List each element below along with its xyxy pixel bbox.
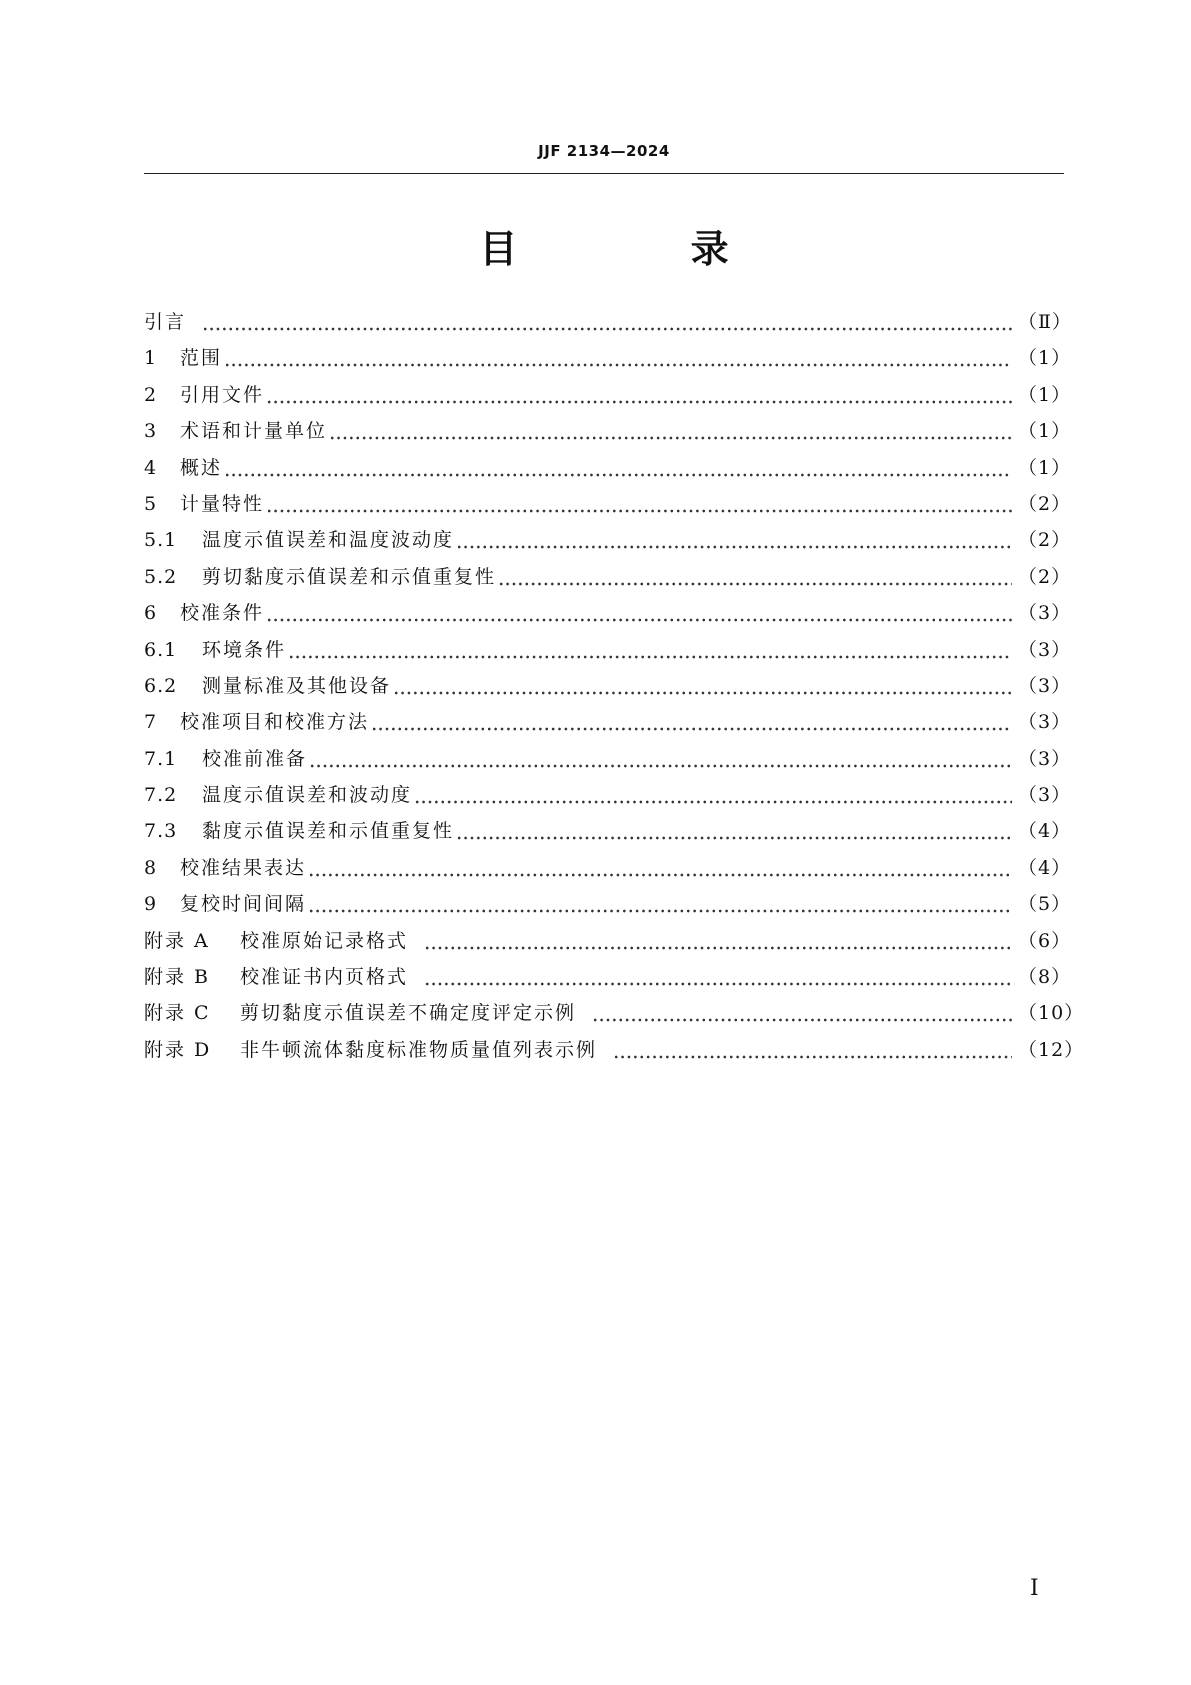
toc-leader-dots bbox=[414, 777, 1012, 813]
toc-entry-number: 5.1 bbox=[144, 529, 178, 552]
toc-entry-appendix-d[interactable] bbox=[144, 1032, 1085, 1068]
toc-entry-number: 9 bbox=[144, 893, 158, 916]
toc-entry-6-2[interactable] bbox=[144, 668, 1072, 704]
toc-leader-dots bbox=[308, 850, 1012, 886]
toc-entry-page: （3） bbox=[1018, 674, 1072, 697]
page-title: 目 录 bbox=[479, 227, 809, 271]
toc-entry-foreword[interactable] bbox=[144, 304, 1072, 340]
toc-entry-number: 7 bbox=[144, 711, 158, 734]
toc-entry-page: （Ⅱ） bbox=[1018, 311, 1072, 333]
toc-entry-page: （12） bbox=[1018, 1038, 1085, 1061]
toc-entry-appendix-c[interactable] bbox=[144, 995, 1085, 1031]
toc-entry-label: 测量标准及其他设备 bbox=[202, 674, 392, 697]
toc-entry-page: （4） bbox=[1018, 856, 1072, 879]
toc-leader-dots bbox=[224, 340, 1012, 376]
toc-leader-dots bbox=[456, 522, 1012, 558]
toc-entry-page: （1） bbox=[1018, 347, 1072, 370]
toc-entry-page: （2） bbox=[1018, 565, 1072, 588]
toc-leader-dots bbox=[202, 304, 1012, 340]
toc-entry-7[interactable] bbox=[144, 704, 1072, 740]
toc-entry-page: （4） bbox=[1018, 820, 1072, 843]
toc-entry-page: （5） bbox=[1018, 893, 1072, 916]
toc-entry-page: （10） bbox=[1018, 1002, 1085, 1025]
page-number: Ⅰ bbox=[1030, 1576, 1039, 1601]
toc-leader-dots bbox=[613, 1032, 1012, 1068]
toc-entry-appendix-b[interactable] bbox=[144, 959, 1072, 995]
toc-entry-label: 环境条件 bbox=[202, 638, 287, 661]
toc-entry-number: 6 bbox=[144, 602, 158, 625]
toc-leader-dots bbox=[424, 923, 1012, 959]
toc-entry-label: 非牛顿流体黏度标准物质量值列表示例 bbox=[240, 1038, 598, 1061]
toc-entry-label: 黏度示值误差和示值重复性 bbox=[202, 820, 455, 843]
header-rule bbox=[144, 173, 1064, 174]
toc-entry-page: （8） bbox=[1018, 966, 1072, 989]
toc-entry-page: （1） bbox=[1018, 456, 1072, 479]
toc-entry-label: 概述 bbox=[180, 456, 223, 479]
toc-entry-number: 1 bbox=[144, 347, 158, 370]
toc-entry-label: 剪切黏度示值误差不确定度评定示例 bbox=[240, 1002, 577, 1025]
toc-entry-label: 术语和计量单位 bbox=[180, 420, 328, 443]
toc-entry-number: 附录 B bbox=[144, 966, 211, 989]
toc-entry-number: 7.3 bbox=[144, 820, 178, 843]
toc-entry-number: 2 bbox=[144, 383, 158, 406]
toc-entry-9[interactable] bbox=[144, 886, 1072, 922]
toc-entry-label: 校准项目和校准方法 bbox=[180, 711, 370, 734]
toc-entry-number: 5 bbox=[144, 492, 158, 515]
toc-leader-dots bbox=[371, 704, 1012, 740]
toc-entry-1[interactable] bbox=[144, 340, 1072, 376]
toc-entry-page: （3） bbox=[1018, 747, 1072, 770]
toc-entry-number: 4 bbox=[144, 456, 158, 479]
toc-leader-dots bbox=[498, 559, 1012, 595]
toc-entry-number: 附录 D bbox=[144, 1038, 212, 1061]
toc-entry-8[interactable] bbox=[144, 850, 1072, 886]
toc-entry-label: 校准原始记录格式 bbox=[240, 929, 409, 952]
toc-leader-dots bbox=[592, 995, 1012, 1031]
toc-entry-page: （3） bbox=[1018, 602, 1072, 625]
toc-entry-page: （1） bbox=[1018, 420, 1072, 443]
toc-entry-label: 引言 bbox=[144, 311, 187, 333]
toc-entry-page: （3） bbox=[1018, 711, 1072, 734]
toc-entry-number: 附录 C bbox=[144, 1002, 211, 1025]
toc-entry-number: 附录 A bbox=[144, 929, 210, 952]
toc-entry-appendix-a[interactable] bbox=[144, 923, 1072, 959]
toc-entry-4[interactable] bbox=[144, 450, 1072, 486]
toc-leader-dots bbox=[456, 813, 1012, 849]
standard-code-header: JJF 2134—2024 bbox=[538, 142, 670, 160]
toc-leader-dots bbox=[393, 668, 1012, 704]
toc-entry-5-2[interactable] bbox=[144, 559, 1072, 595]
toc-leader-dots bbox=[309, 741, 1012, 777]
toc-leader-dots bbox=[424, 959, 1012, 995]
toc-entry-number: 6.1 bbox=[144, 638, 178, 661]
toc-leader-dots bbox=[266, 377, 1012, 413]
toc-entry-5[interactable] bbox=[144, 486, 1072, 522]
toc-entry-label: 引用文件 bbox=[180, 383, 265, 406]
toc-entry-label: 校准条件 bbox=[180, 602, 265, 625]
toc-entry-number: 7.1 bbox=[144, 747, 178, 770]
toc-entry-3[interactable] bbox=[144, 413, 1072, 449]
toc-entry-number: 5.2 bbox=[144, 565, 178, 588]
toc-entry-6-1[interactable] bbox=[144, 632, 1072, 668]
toc-leader-dots bbox=[308, 886, 1012, 922]
toc-entry-page: （1） bbox=[1018, 383, 1072, 406]
toc-entry-number: 6.2 bbox=[144, 674, 178, 697]
toc-entry-5-1[interactable] bbox=[144, 522, 1072, 558]
toc-entry-label: 范围 bbox=[180, 347, 223, 370]
toc-leader-dots bbox=[329, 413, 1012, 449]
toc-entry-label: 校准前准备 bbox=[202, 747, 308, 770]
toc-entry-number: 3 bbox=[144, 420, 158, 443]
toc-entry-number: 8 bbox=[144, 856, 158, 879]
toc-leader-dots bbox=[224, 450, 1012, 486]
toc-entry-label: 校准证书内页格式 bbox=[240, 966, 409, 989]
toc-leader-dots bbox=[266, 595, 1012, 631]
toc-leader-dots bbox=[288, 632, 1012, 668]
toc-entry-label: 温度示值误差和温度波动度 bbox=[202, 529, 455, 552]
toc-entry-7-2[interactable] bbox=[144, 777, 1072, 813]
toc-entry-page: （6） bbox=[1018, 929, 1072, 952]
toc-entry-2[interactable] bbox=[144, 377, 1072, 413]
toc-entry-page: （2） bbox=[1018, 492, 1072, 515]
toc-entry-page: （3） bbox=[1018, 638, 1072, 661]
toc-entry-label: 校准结果表达 bbox=[180, 856, 307, 879]
toc-entry-6[interactable] bbox=[144, 595, 1072, 631]
toc-entry-7-1[interactable] bbox=[144, 741, 1072, 777]
toc-entry-7-3[interactable] bbox=[144, 813, 1072, 849]
toc-entry-label: 复校时间间隔 bbox=[180, 893, 307, 916]
toc-entry-page: （3） bbox=[1018, 784, 1072, 807]
toc-leader-dots bbox=[266, 486, 1012, 522]
table-of-contents bbox=[144, 304, 1085, 1068]
toc-entry-page: （2） bbox=[1018, 529, 1072, 552]
toc-entry-label: 计量特性 bbox=[180, 492, 265, 515]
toc-entry-label: 温度示值误差和波动度 bbox=[202, 784, 413, 807]
toc-entry-label: 剪切黏度示值误差和示值重复性 bbox=[202, 565, 497, 588]
toc-entry-number: 7.2 bbox=[144, 784, 178, 807]
